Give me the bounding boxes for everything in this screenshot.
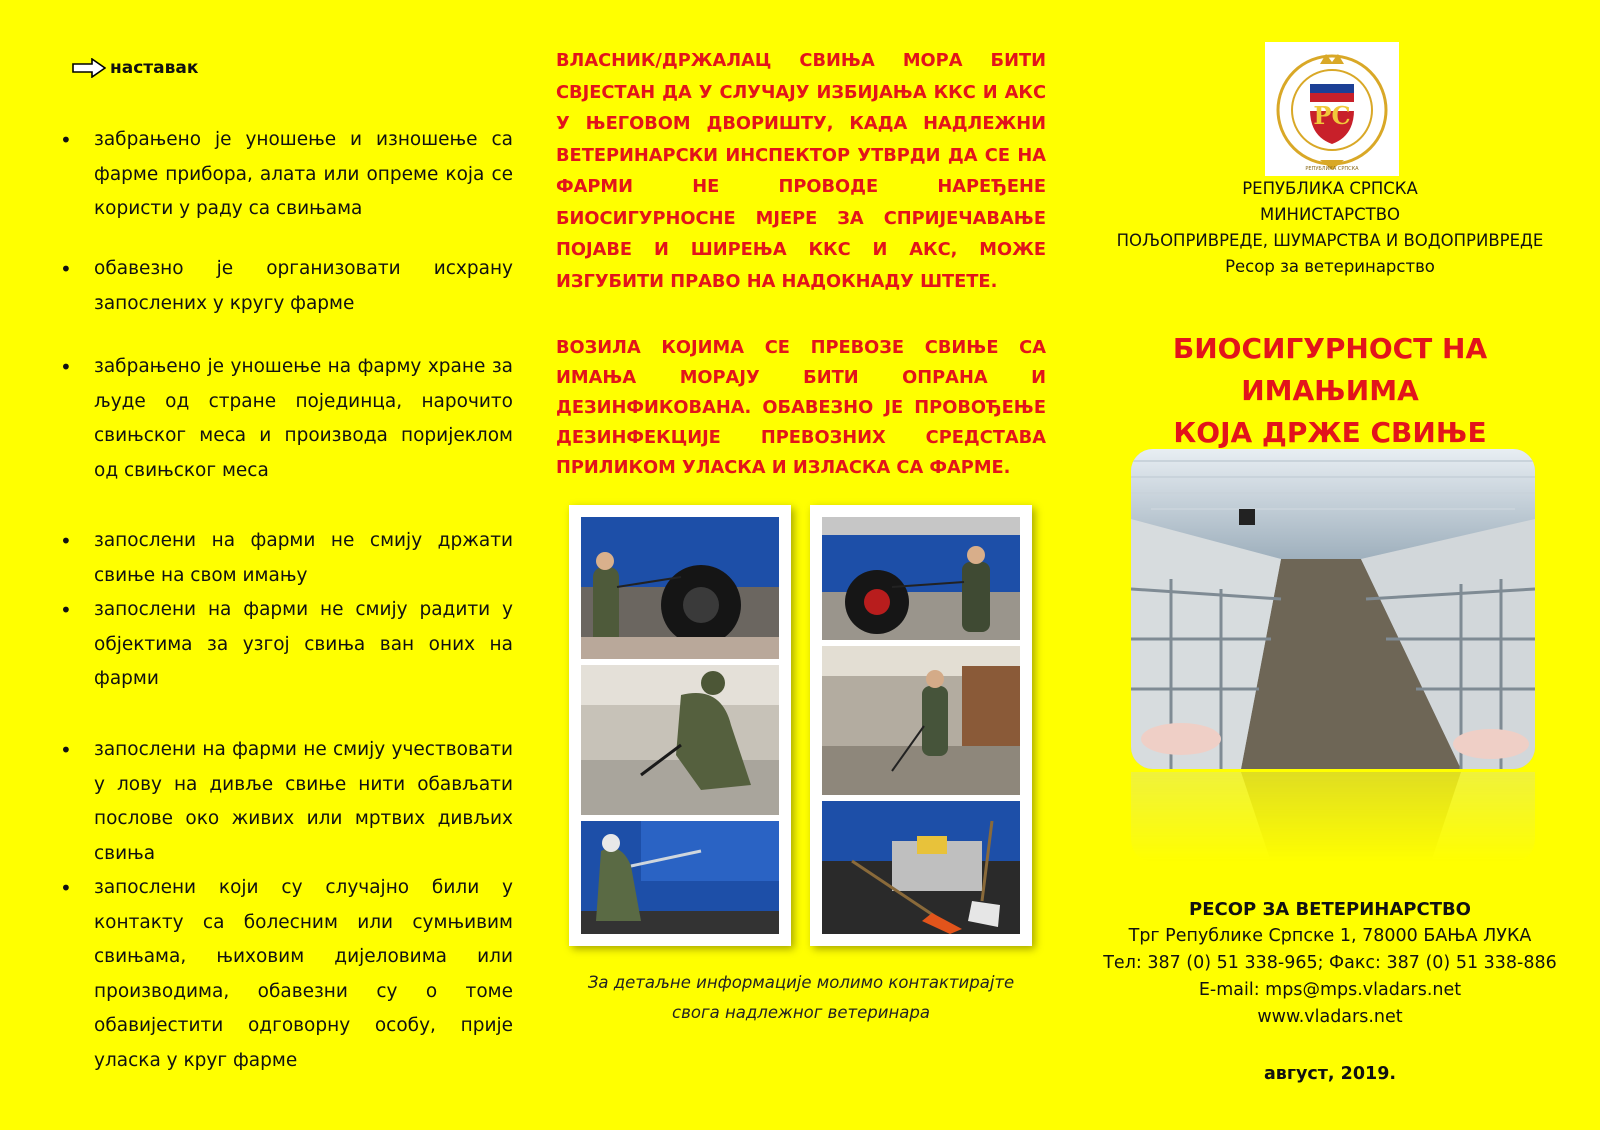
list-item: • забрањено је уношење и изношење са фарме прибора, алата или опреме која се користи у раду са свињама	[58, 123, 513, 227]
department-name: Ресор за ветеринарство	[1225, 257, 1435, 276]
pig-barn-photo-reflection	[1131, 772, 1535, 862]
photo-collage-right	[810, 505, 1032, 946]
list-item: • запослени на фарми не смију учествовати у лову на дивље свиње нити обављати послове око живих или мртвих дивљих свиња	[58, 733, 513, 871]
emblem-initials: РС	[1313, 101, 1351, 130]
ministry-name: ПОЉОПРИВРЕДЕ, ШУМАРСТВА И ВОДОПРИВРЕДЕ	[1116, 231, 1544, 250]
list-item: • обавезно је организовати исхрану запослених у кругу фарме	[58, 252, 513, 321]
caption-line: свога надлежног ветеринара	[672, 1003, 930, 1022]
middle-column	[556, 45, 1046, 483]
photo-washing-truck-wheel	[581, 517, 779, 659]
list-item: • забрањено је уношење на фарму хране за људе од стране појединца, нарочито свињског меса и производа поријеклом од свињског меса	[58, 350, 513, 488]
photo-cleaning-trailer-floor	[581, 665, 779, 815]
list-item: • запослени на фарми не смију држати свиње на свом имању	[58, 524, 513, 593]
contact-address: Трг Републике Српске 1, 78000 БАЊА ЛУКА	[1128, 926, 1532, 946]
photo-worker-washing-truck	[822, 517, 1020, 640]
list-item: • запослени на фарми не смију радити у објектима за узгој свиња ван оних на фарми	[58, 593, 513, 697]
left-column	[58, 58, 513, 1071]
photo-collage-left	[569, 505, 791, 946]
photo-spraying-truck-side	[581, 821, 779, 934]
warning-vehicles: ВОЗИЛА КОЈИМА СЕ ПРЕВОЗЕ СВИЊЕ СА ИМАЊА МОРАЈУ БИТИ ОПРАНА И ДЕЗИНФИКОВАНА. ОБАВЕЗНО ЈЕ ПРОВОЂЕЊЕ ДЕЗИНФЕКЦИЈЕ ПРЕВОЗНИХ СРЕДСТАВА ПРИЛИКОМ УЛАСКА И ИЗЛАСКА СА ФАРМЕ.	[556, 337, 1046, 478]
caption-line: За детаљне информације молимо контактирајте	[587, 973, 1015, 992]
ministry-header	[1090, 176, 1570, 280]
pig-barn-photo	[1131, 449, 1535, 769]
title-line: КОЈА ДРЖЕ СВИЊЕ	[1173, 416, 1487, 449]
continue-label: наставак	[110, 58, 199, 78]
continue-indicator	[72, 58, 513, 78]
coat-of-arms-logo	[1265, 42, 1399, 176]
brochure-title	[1090, 328, 1570, 454]
ministry-label: МИНИСТАРСТВО	[1259, 205, 1401, 224]
contact-phone: Тел: 387 (0) 51 338-965; Факс: 387 (0) 51 338-886	[1103, 953, 1557, 973]
title-line: БИОСИГУРНОСТ НА ИМАЊИМА	[1172, 332, 1488, 407]
contact-vet-caption	[556, 968, 1046, 1028]
publication-date: август, 2019.	[1263, 1064, 1397, 1084]
photo-cleaning-cargo-bed	[822, 646, 1020, 796]
arrow-right-icon	[72, 58, 106, 78]
contact-website[interactable]: www.vladars.net	[1257, 1007, 1403, 1027]
emblem-ring-text: РЕПУБЛИКА СРПСКА	[1305, 166, 1359, 172]
contact-block	[1090, 896, 1570, 1031]
photo-shovel-under-truck	[822, 801, 1020, 934]
country-name: РЕПУБЛИКА СРПСКА	[1242, 179, 1418, 198]
contact-heading: РЕСОР ЗА ВЕТЕРИНАРСТВО	[1189, 899, 1471, 920]
warning-compensation: ВЛАСНИК/ДРЖАЛАЦ СВИЊА МОРА БИТИ СВЈЕСТАН ДА У СЛУЧАЈУ ИЗБИЈАЊА ККС И АКС У ЊЕГОВОМ ДВОРИШТУ, КАДА НАДЛЕЖНИ ВЕТЕРИНАРСКИ ИНСПЕКТОР УТВРДИ ДА СЕ НА ФАРМИ НЕ ПРОВОДЕ НАРЕЂЕНЕ БИОСИГУРНОСНЕ МЈЕРЕ ЗА СПРИЈЕЧАВАЊЕ ПОЈАВЕ И ШИРЕЊА ККС И АКС, МОЖЕ ИЗГУБИТИ ПРАВО НА НАДОКНАДУ ШТЕТЕ.	[556, 50, 1046, 292]
list-item: • запослени који су случајно били у контакту са болесним или сумњивим свињама, њиховим дијеловима или производима, обавезни су о томе обавијестити одговорну особу, прије уласка у круг фарме	[58, 871, 513, 1078]
contact-email[interactable]: E-mail: mps@mps.vladars.net	[1198, 980, 1462, 1000]
